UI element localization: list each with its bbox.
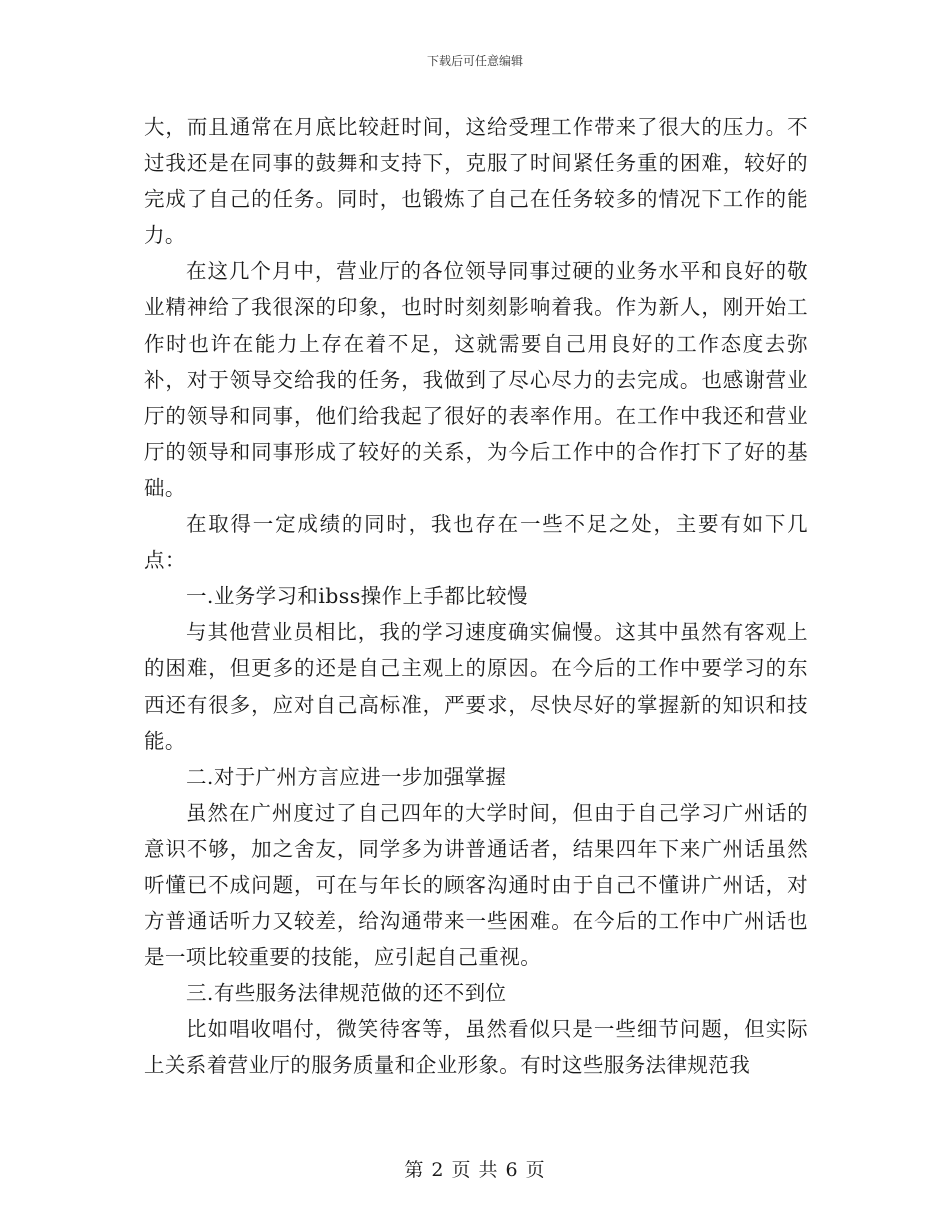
paragraph-cantonese: 虽然在广州度过了自己四年的大学时间，但由于自己学习广州话的意识不够，加之舍友，同学多为讲普通话者，结果四年下来广州话虽然听懂已不成问题，可在与年长的顾客沟通时由于自己不懂讲广州话，对方普通话听力又较差，给沟通带来一些困难。在今后的工作中广州话也是一项比较重要的技能，应引起自己重视。 [144, 800, 808, 970]
section-heading-2: 二.对于广州方言应进一步加强掌握 [186, 764, 507, 789]
section-heading-3: 三.有些服务法律规范做的还不到位 [186, 981, 507, 1006]
paragraph-continuation: 大，而且通常在月底比较赶时间，这给受理工作带来了很大的压力。不过我还是在同事的鼓舞和支持下，克服了时间紧任务重的困难，较好的完成了自己的任务。同时，也锻炼了自己在任务较多的情况下工作的能力。 [144, 115, 808, 248]
page-header-note: 下载后可任意编辑 [426, 54, 523, 68]
section-heading-1: 一.业务学习和ibss操作上手都比较慢 [186, 584, 528, 609]
paragraph-learning-speed: 与其他营业员相比，我的学习速度确实偏慢。这其中虽然有客观上的困难，但更多的还是自己主观上的原因。在今后的工作中要学习的东西还有很多，应对自己高标准，严要求，尽快尽好的掌握新的知识和技能。 [144, 620, 808, 753]
document-body [144, 109, 808, 1084]
page-number-footer: 第 2 页 共 6 页 [404, 1159, 546, 1181]
paragraph-service-norms: 比如唱收唱付，微笑待客等，虽然看似只是一些细节问题，但实际上关系着营业厅的服务质量和企业形象。有时这些服务法律规范我 [144, 1017, 808, 1078]
paragraph-impressions: 在这几个月中，营业厅的各位领导同事过硬的业务水平和良好的敬业精神给了我很深的印象，也时时刻刻影响着我。作为新人，刚开始工作时也许在能力上存在着不足，这就需要自己用良好的工作态度去弥补，对于领导交给我的任务，我做到了尽心尽力的去完成。也感谢营业厅的领导和同事，他们给我起了很好的表率作用。在工作中我还和营业厅的领导和同事形成了较好的关系，为今后工作中的合作打下了好的基础。 [144, 259, 808, 500]
paragraph-shortcomings-intro: 在取得一定成绩的同时，我也存在一些不足之处，主要有如下几点： [144, 512, 808, 573]
